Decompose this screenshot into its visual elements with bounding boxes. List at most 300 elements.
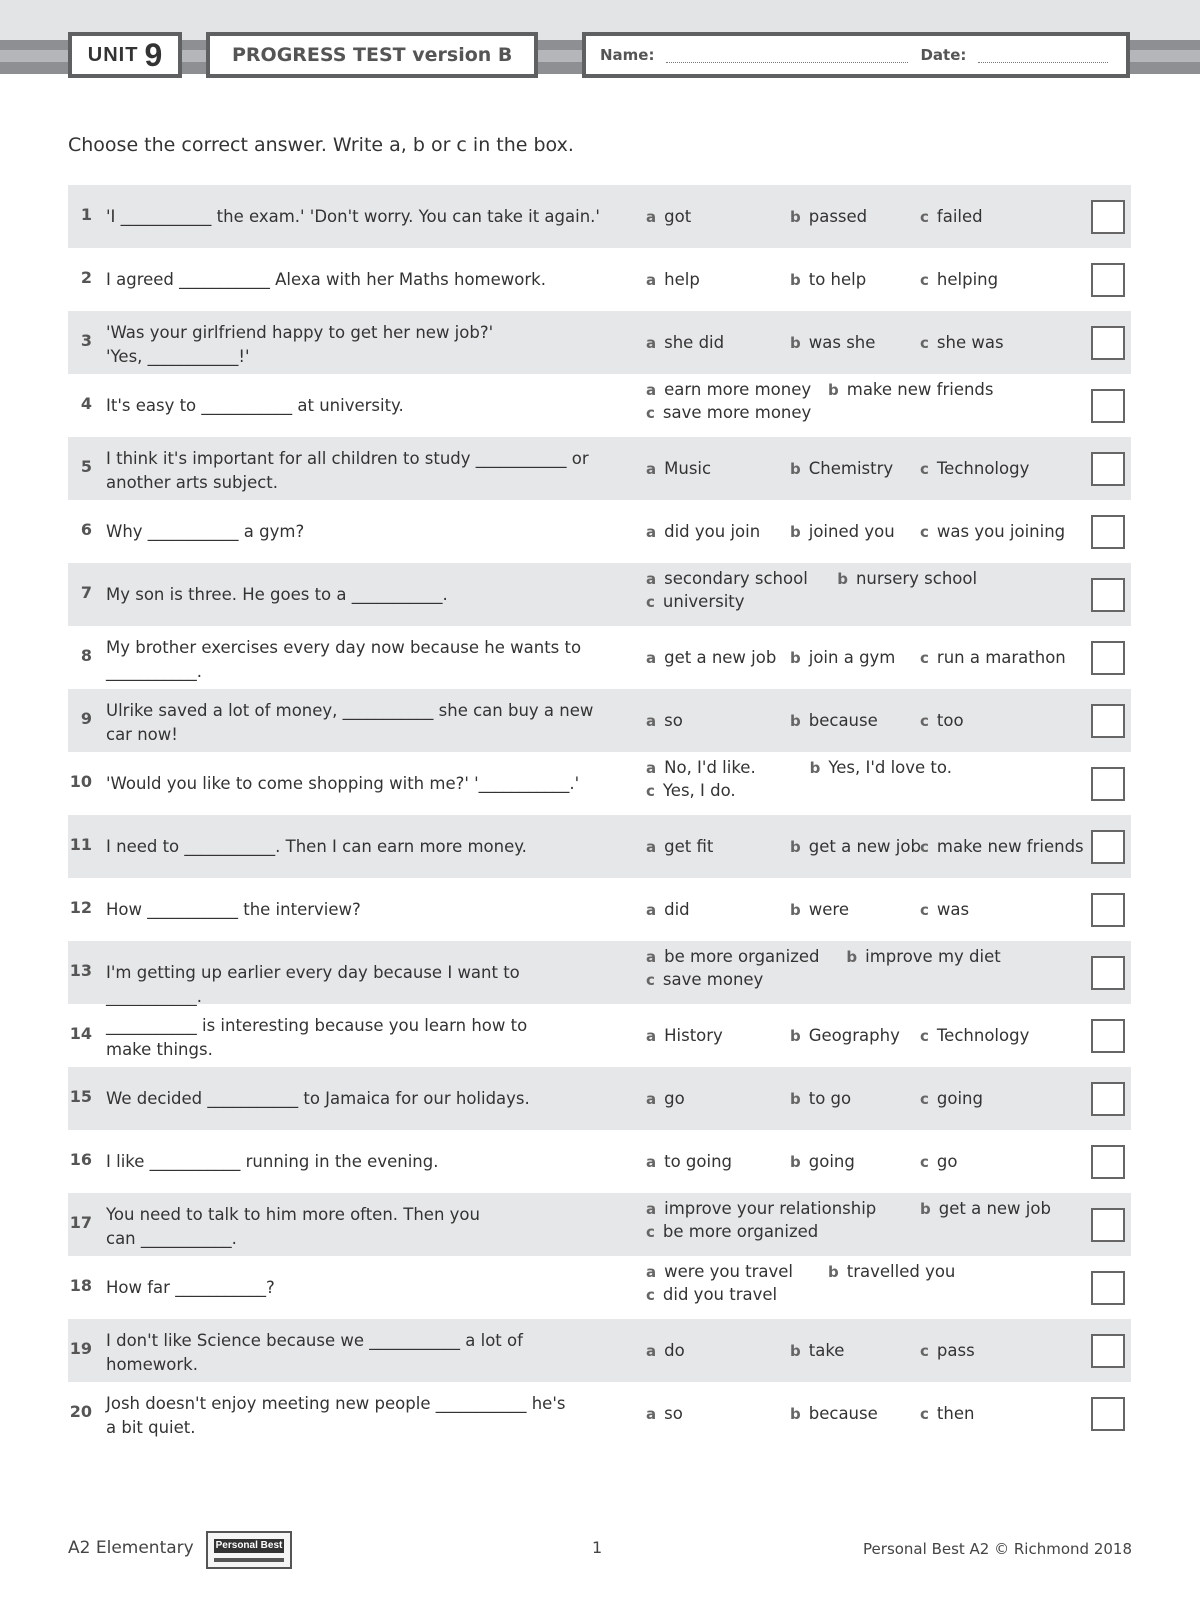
option-b xyxy=(790,648,895,667)
option-text: get a new job xyxy=(664,648,777,667)
option-a xyxy=(646,837,713,856)
option-letter: b xyxy=(790,901,801,919)
answer-box[interactable] xyxy=(1091,326,1125,360)
option-text: get a new job xyxy=(808,837,921,856)
question-number: 14 xyxy=(69,1024,92,1043)
logo-underline xyxy=(214,1558,284,1562)
logo-text: Personal Best xyxy=(215,1540,283,1551)
question-row xyxy=(68,248,1131,311)
question-number: 17 xyxy=(69,1213,92,1232)
option-text: Technology xyxy=(936,1026,1030,1045)
option-c xyxy=(920,333,1004,352)
question-text xyxy=(106,1150,616,1174)
option-letter: b xyxy=(790,1405,801,1423)
option-letter: a xyxy=(646,901,657,919)
option-a xyxy=(646,270,700,289)
question-number: 12 xyxy=(69,898,92,917)
question-line-2: a bit quiet. xyxy=(106,1418,196,1437)
option-a xyxy=(646,1026,723,1045)
option-letter: b xyxy=(790,1153,801,1171)
option-text: go xyxy=(664,1089,685,1108)
question-line-2: another arts subject. xyxy=(106,473,279,492)
option-a xyxy=(646,1262,793,1281)
unit-badge xyxy=(68,32,182,78)
option-text: nursery school xyxy=(855,569,978,588)
answer-box[interactable] xyxy=(1091,956,1125,990)
option-c xyxy=(920,648,1066,667)
question-text xyxy=(106,636,616,684)
option-letter: a xyxy=(646,838,657,856)
option-text: Geography xyxy=(808,1026,900,1045)
option-c xyxy=(920,837,1084,856)
option-text: did xyxy=(664,900,690,919)
question-line-1: ___________ is interesting because you learn how to xyxy=(106,1016,528,1035)
question-row xyxy=(68,437,1131,500)
option-c xyxy=(920,1404,974,1423)
instruction: Choose the correct answer. Write a, b or c in the box. xyxy=(68,134,574,156)
option-b xyxy=(790,207,867,226)
answer-box[interactable] xyxy=(1091,704,1125,738)
option-c xyxy=(920,270,998,289)
option-text: Chemistry xyxy=(808,459,894,478)
unit-label: UNIT xyxy=(87,43,139,66)
option-letter: b xyxy=(920,1200,931,1218)
question-line-1: 'Was your girlfriend happy to get her new job?' xyxy=(106,323,494,342)
option-letter: a xyxy=(646,334,657,352)
answer-box[interactable] xyxy=(1091,893,1125,927)
question-text xyxy=(106,447,616,495)
option-text: was you joining xyxy=(936,522,1066,541)
option-text: were xyxy=(808,900,849,919)
question-line-2: make things. xyxy=(106,1040,213,1059)
question-number: 6 xyxy=(80,520,92,539)
question-text xyxy=(106,394,616,418)
option-text: pass xyxy=(936,1341,975,1360)
question-list xyxy=(68,185,1131,1445)
option-letter: a xyxy=(646,649,657,667)
answer-box[interactable] xyxy=(1091,1208,1125,1242)
option-letter: b xyxy=(790,649,801,667)
option-b xyxy=(790,522,895,541)
option-letter: a xyxy=(646,460,657,478)
option-letter: b xyxy=(828,381,839,399)
option-letter: a xyxy=(646,208,657,226)
option-text: save money xyxy=(662,970,764,989)
option-text: join a gym xyxy=(808,648,896,667)
option-c xyxy=(646,970,763,989)
question-number: 9 xyxy=(80,709,92,728)
option-text: she was xyxy=(936,333,1004,352)
option-text: were you travel xyxy=(664,1262,794,1281)
option-letter: c xyxy=(920,1090,929,1108)
option-letter: a xyxy=(646,1090,657,1108)
question-line-1: My son is three. He goes to a ___________. xyxy=(106,585,448,604)
option-c xyxy=(646,403,811,422)
question-line-1: My brother exercises every day now because he wants to xyxy=(106,638,582,657)
option-letter: b xyxy=(846,948,858,966)
question-line-1: I like ___________ running in the evening. xyxy=(106,1152,439,1171)
option-c xyxy=(646,781,736,800)
option-b xyxy=(790,711,878,730)
question-row xyxy=(68,311,1131,374)
option-a xyxy=(646,648,776,667)
option-a xyxy=(646,380,811,399)
question-text xyxy=(106,1087,616,1111)
option-text: was she xyxy=(808,333,876,352)
option-b xyxy=(790,837,921,856)
option-letter: b xyxy=(790,1027,801,1045)
option-letter: a xyxy=(646,271,657,289)
option-text: improve my diet xyxy=(865,947,1001,966)
answer-box[interactable] xyxy=(1091,1271,1125,1305)
question-row xyxy=(68,500,1131,563)
option-b xyxy=(846,947,1000,966)
answer-box[interactable] xyxy=(1091,1082,1125,1116)
question-number: 20 xyxy=(69,1402,92,1421)
option-text: run a marathon xyxy=(936,648,1066,667)
question-text xyxy=(106,1276,616,1300)
question-line-2: car now! xyxy=(106,725,178,744)
question-text xyxy=(106,772,616,796)
question-number: 5 xyxy=(80,457,92,476)
option-text: Music xyxy=(664,459,712,478)
option-letter: a xyxy=(646,1200,657,1218)
answer-box[interactable] xyxy=(1091,830,1125,864)
answer-box[interactable] xyxy=(1091,1145,1125,1179)
option-letter: b xyxy=(790,523,801,541)
question-text xyxy=(106,1014,616,1062)
option-letter: b xyxy=(809,759,821,777)
option-text: travelled you xyxy=(846,1262,956,1281)
option-a xyxy=(646,1152,732,1171)
answer-box[interactable] xyxy=(1091,515,1125,549)
option-text: make new friends xyxy=(936,837,1084,856)
question-row xyxy=(68,752,1131,815)
option-letter: a xyxy=(646,759,657,777)
option-a xyxy=(646,947,819,966)
option-text: failed xyxy=(936,207,983,226)
question-row xyxy=(68,1004,1131,1067)
option-a xyxy=(646,207,691,226)
option-letter: c xyxy=(646,404,655,422)
option-b xyxy=(790,1089,851,1108)
test-title: PROGRESS TEST version B xyxy=(232,44,513,66)
option-letter: c xyxy=(920,838,929,856)
question-number: 4 xyxy=(80,394,92,413)
option-b xyxy=(790,1152,855,1171)
option-b xyxy=(790,459,893,478)
option-b xyxy=(790,333,875,352)
answer-box[interactable] xyxy=(1091,263,1125,297)
question-text xyxy=(106,583,616,607)
answer-box[interactable] xyxy=(1091,452,1125,486)
option-text: passed xyxy=(808,207,868,226)
option-letter: c xyxy=(920,460,929,478)
option-text: to going xyxy=(664,1152,733,1171)
option-text: so xyxy=(664,1404,683,1423)
question-row xyxy=(68,878,1131,941)
option-text: No, I'd like. xyxy=(664,758,756,777)
option-letter: a xyxy=(646,948,657,966)
option-letter: c xyxy=(646,971,655,989)
question-line-1: I need to ___________. Then I can earn more money. xyxy=(106,837,527,856)
option-text: to help xyxy=(808,270,867,289)
option-letter: c xyxy=(920,1405,929,1423)
date-label: Date: xyxy=(920,46,967,64)
option-text: get a new job xyxy=(938,1199,1051,1218)
option-letter: c xyxy=(646,782,655,800)
option-text: History xyxy=(664,1026,723,1045)
question-row xyxy=(68,1067,1131,1130)
answer-box[interactable] xyxy=(1091,767,1125,801)
answer-box[interactable] xyxy=(1091,1334,1125,1368)
option-text: helping xyxy=(936,270,999,289)
answer-box[interactable] xyxy=(1091,641,1125,675)
option-text: then xyxy=(936,1404,975,1423)
option-text: because xyxy=(808,711,878,730)
option-letter: c xyxy=(920,1342,929,1360)
option-a xyxy=(646,758,756,777)
question-row xyxy=(68,1382,1131,1445)
option-text: too xyxy=(936,711,964,730)
question-row xyxy=(68,1130,1131,1193)
option-c xyxy=(920,1089,983,1108)
question-text xyxy=(106,520,616,544)
page-number: 1 xyxy=(592,1538,603,1557)
option-letter: a xyxy=(646,1027,657,1045)
option-a xyxy=(646,1089,685,1108)
option-text: to go xyxy=(808,1089,852,1108)
option-text: joined you xyxy=(808,522,895,541)
option-text: was xyxy=(936,900,970,919)
option-c xyxy=(646,592,745,611)
question-line-1: 'Would you like to come shopping with me?' '___________.' xyxy=(106,774,580,793)
option-letter: c xyxy=(920,1027,929,1045)
question-line-2: ___________. xyxy=(106,662,202,681)
option-c xyxy=(920,1152,957,1171)
personal-best-logo xyxy=(206,1531,292,1569)
option-b xyxy=(790,900,849,919)
question-row xyxy=(68,185,1131,248)
option-letter: c xyxy=(646,1286,655,1304)
question-number: 1 xyxy=(80,205,92,224)
question-row xyxy=(68,815,1131,878)
option-text: secondary school xyxy=(664,569,808,588)
question-text xyxy=(106,835,616,859)
option-text: did you travel xyxy=(662,1285,778,1304)
option-text: because xyxy=(808,1404,878,1423)
question-number: 2 xyxy=(80,268,92,287)
option-a xyxy=(646,1404,683,1423)
option-text: going xyxy=(936,1089,983,1108)
question-line-1: How ___________ the interview? xyxy=(106,900,361,919)
option-text: take xyxy=(808,1341,845,1360)
option-text: Yes, I do. xyxy=(662,781,736,800)
question-text xyxy=(106,961,616,1009)
option-letter: a xyxy=(646,712,657,730)
date-field[interactable] xyxy=(978,48,1108,63)
option-letter: b xyxy=(790,271,801,289)
option-text: going xyxy=(808,1152,855,1171)
option-letter: a xyxy=(646,1405,657,1423)
answer-box[interactable] xyxy=(1091,1019,1125,1053)
level-label: A2 Elementary xyxy=(68,1538,194,1558)
option-text: did you join xyxy=(664,522,761,541)
option-letter: c xyxy=(920,334,929,352)
option-letter: c xyxy=(920,649,929,667)
question-line-2: homework. xyxy=(106,1355,198,1374)
option-a xyxy=(646,522,760,541)
question-row xyxy=(68,563,1131,626)
option-c xyxy=(920,900,969,919)
option-a xyxy=(646,900,690,919)
option-letter: c xyxy=(920,271,929,289)
question-number: 16 xyxy=(69,1150,92,1169)
answer-box[interactable] xyxy=(1091,389,1125,423)
question-line-1: 'I ___________ the exam.' 'Don't worry. You can take it again.' xyxy=(106,207,600,226)
option-text: be more organized xyxy=(664,947,820,966)
question-line-1: I don't like Science because we ___________ a lot of xyxy=(106,1331,523,1350)
option-text: help xyxy=(664,270,700,289)
question-row xyxy=(68,941,1131,1004)
option-b xyxy=(828,1262,955,1281)
option-letter: a xyxy=(646,381,657,399)
name-field[interactable] xyxy=(666,48,908,63)
option-b xyxy=(810,758,952,777)
option-text: earn more money xyxy=(664,380,812,399)
option-letter: c xyxy=(920,712,929,730)
option-letter: c xyxy=(646,593,655,611)
question-line-2: can ___________. xyxy=(106,1229,237,1248)
question-number: 3 xyxy=(80,331,92,350)
question-row xyxy=(68,1256,1131,1319)
option-b xyxy=(790,1341,844,1360)
option-text: do xyxy=(664,1341,685,1360)
unit-number: 9 xyxy=(144,36,163,73)
question-line-1: We decided ___________ to Jamaica for our holidays. xyxy=(106,1089,530,1108)
option-letter: c xyxy=(920,208,929,226)
option-text: go xyxy=(936,1152,958,1171)
option-b xyxy=(828,380,994,399)
option-c xyxy=(920,1026,1029,1045)
question-number: 7 xyxy=(80,583,92,602)
option-letter: b xyxy=(790,1090,801,1108)
option-a xyxy=(646,711,683,730)
question-row xyxy=(68,689,1131,752)
option-text: improve your relationship xyxy=(664,1199,877,1218)
question-number: 8 xyxy=(80,646,92,665)
question-text xyxy=(106,699,616,747)
option-letter: a xyxy=(646,1342,657,1360)
name-label: Name: xyxy=(600,46,655,64)
question-line-1: Ulrike saved a lot of money, ___________ she can buy a new xyxy=(106,701,594,720)
option-c xyxy=(920,522,1065,541)
option-b xyxy=(837,569,977,588)
question-text xyxy=(106,1329,616,1377)
question-number: 11 xyxy=(69,835,92,854)
question-line-1: I think it's important for all children to study ___________ or xyxy=(106,449,589,468)
question-line-1: I'm getting up earlier every day because I want to ___________. xyxy=(106,963,520,1006)
option-letter: b xyxy=(790,334,801,352)
question-text xyxy=(106,1203,616,1251)
name-date-box xyxy=(582,32,1130,78)
question-row xyxy=(68,374,1131,437)
option-text: save more money xyxy=(662,403,812,422)
option-letter: b xyxy=(828,1263,839,1281)
question-row xyxy=(68,626,1131,689)
option-text: Technology xyxy=(936,459,1030,478)
option-letter: b xyxy=(790,1342,801,1360)
question-line-1: Josh doesn't enjoy meeting new people ___________ he's xyxy=(106,1394,566,1413)
option-letter: a xyxy=(646,1263,657,1281)
option-letter: b xyxy=(837,570,848,588)
option-text: be more organized xyxy=(662,1222,819,1241)
question-line-1: It's easy to ___________ at university. xyxy=(106,396,404,415)
option-c xyxy=(920,711,964,730)
answer-box[interactable] xyxy=(1091,200,1125,234)
answer-box[interactable] xyxy=(1091,1397,1125,1431)
option-c xyxy=(920,459,1029,478)
option-letter: b xyxy=(790,460,801,478)
question-line-2: 'Yes, ___________!' xyxy=(106,347,250,366)
option-text: university xyxy=(662,592,745,611)
copyright: Personal Best A2 © Richmond 2018 xyxy=(863,1540,1132,1558)
question-number: 13 xyxy=(69,961,92,980)
option-c xyxy=(920,207,983,226)
option-a xyxy=(646,333,724,352)
option-b xyxy=(790,1026,900,1045)
option-letter: c xyxy=(920,901,929,919)
question-text xyxy=(106,205,616,229)
option-text: make new friends xyxy=(846,380,994,399)
option-a xyxy=(646,459,711,478)
option-letter: a xyxy=(646,523,657,541)
question-text xyxy=(106,898,616,922)
option-a xyxy=(646,1341,685,1360)
question-text xyxy=(106,321,616,369)
option-letter: c xyxy=(920,1153,929,1171)
option-letter: c xyxy=(646,1223,655,1241)
question-line-1: How far ___________? xyxy=(106,1278,275,1297)
option-letter: b xyxy=(790,712,801,730)
option-b xyxy=(790,270,866,289)
option-text: so xyxy=(664,711,683,730)
answer-box[interactable] xyxy=(1091,578,1125,612)
question-line-1: Why ___________ a gym? xyxy=(106,522,305,541)
option-c xyxy=(920,1341,975,1360)
option-b xyxy=(920,1199,1051,1218)
question-line-1: You need to talk to him more often. Then you xyxy=(106,1205,480,1224)
test-title-box xyxy=(206,32,538,78)
option-b xyxy=(790,1404,878,1423)
option-a xyxy=(646,1199,876,1218)
option-letter: a xyxy=(646,570,657,588)
option-text: get fit xyxy=(664,837,714,856)
question-number: 15 xyxy=(69,1087,92,1106)
option-a xyxy=(646,569,808,588)
question-number: 19 xyxy=(69,1339,92,1358)
question-number: 18 xyxy=(69,1276,92,1295)
question-line-1: I agreed ___________ Alexa with her Maths homework. xyxy=(106,270,546,289)
question-row xyxy=(68,1193,1131,1256)
option-letter: a xyxy=(646,1153,657,1171)
option-c xyxy=(646,1285,777,1304)
question-number: 10 xyxy=(69,772,92,791)
option-text: Yes, I'd love to. xyxy=(828,758,952,777)
question-row xyxy=(68,1319,1131,1382)
option-letter: b xyxy=(790,208,801,226)
question-text xyxy=(106,1392,616,1440)
